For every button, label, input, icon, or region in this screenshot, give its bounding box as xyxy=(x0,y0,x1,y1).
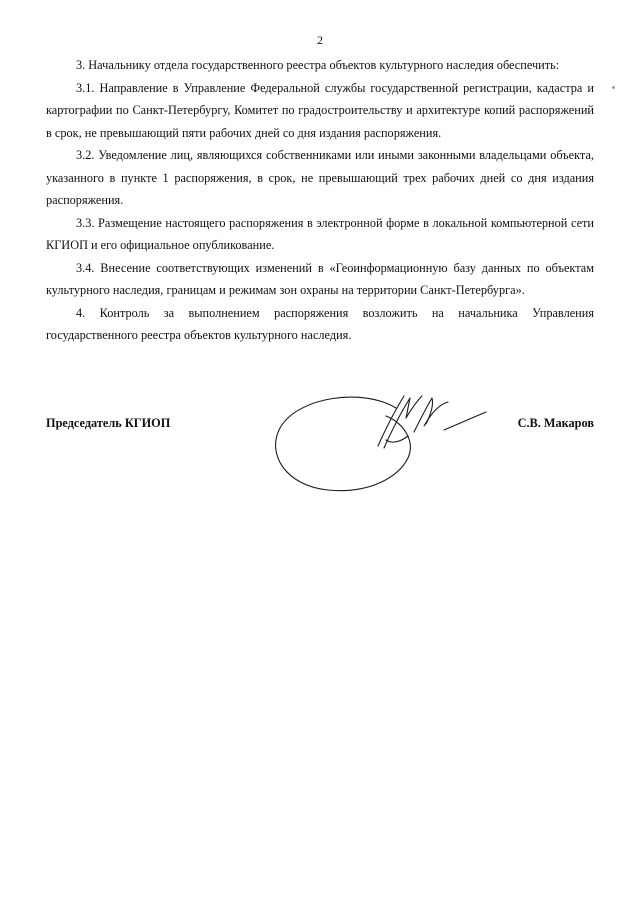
scan-speck xyxy=(612,86,615,89)
signatory-name: С.В. Макаров xyxy=(517,416,594,430)
paragraph-3: 3. Начальнику отдела государственного реестра объектов культурного наследия обеспечить: xyxy=(76,58,560,72)
paragraph-3-4: 3.4. Внесение соответствующих изменений в «Геоинформационную базу данных по объектам культурного наследия, границам и режимам зон охраны на территории Санкт-Петербурга». xyxy=(46,260,594,297)
paragraph-3-1: 3.1. Направление в Управление Федеральной службы государственной регистрации, кадастра и картографии по Санкт-Петербургу, Комитет по градостроительству и архитектуре копий распоряжений в срок, не превышающий пяти рабочих дней со дня издания распоряжения. xyxy=(46,80,594,140)
document-body xyxy=(46,54,594,347)
signature-block xyxy=(46,416,594,436)
handwritten-signature xyxy=(268,382,498,502)
paragraph-4: 4. Контроль за выполнением распоряжения возложить на начальника Управления государственного реестра объектов культурного наследия. xyxy=(46,305,594,342)
signatory-title: Председатель КГИОП xyxy=(46,416,171,430)
page-number: 2 xyxy=(317,33,323,47)
paragraph-3-2: 3.2. Уведомление лиц, являющихся собственниками или иными законными владельцами объекта, указанного в пункте 1 распоряжения, в срок, не превышающий трех рабочих дней со дня издания распоряжения. xyxy=(46,148,594,207)
paragraph-3-3: 3.3. Размещение настоящего распоряжения в электронной форме в локальной компьютерной сети КГИОП и его официальное опубликование. xyxy=(46,215,594,252)
